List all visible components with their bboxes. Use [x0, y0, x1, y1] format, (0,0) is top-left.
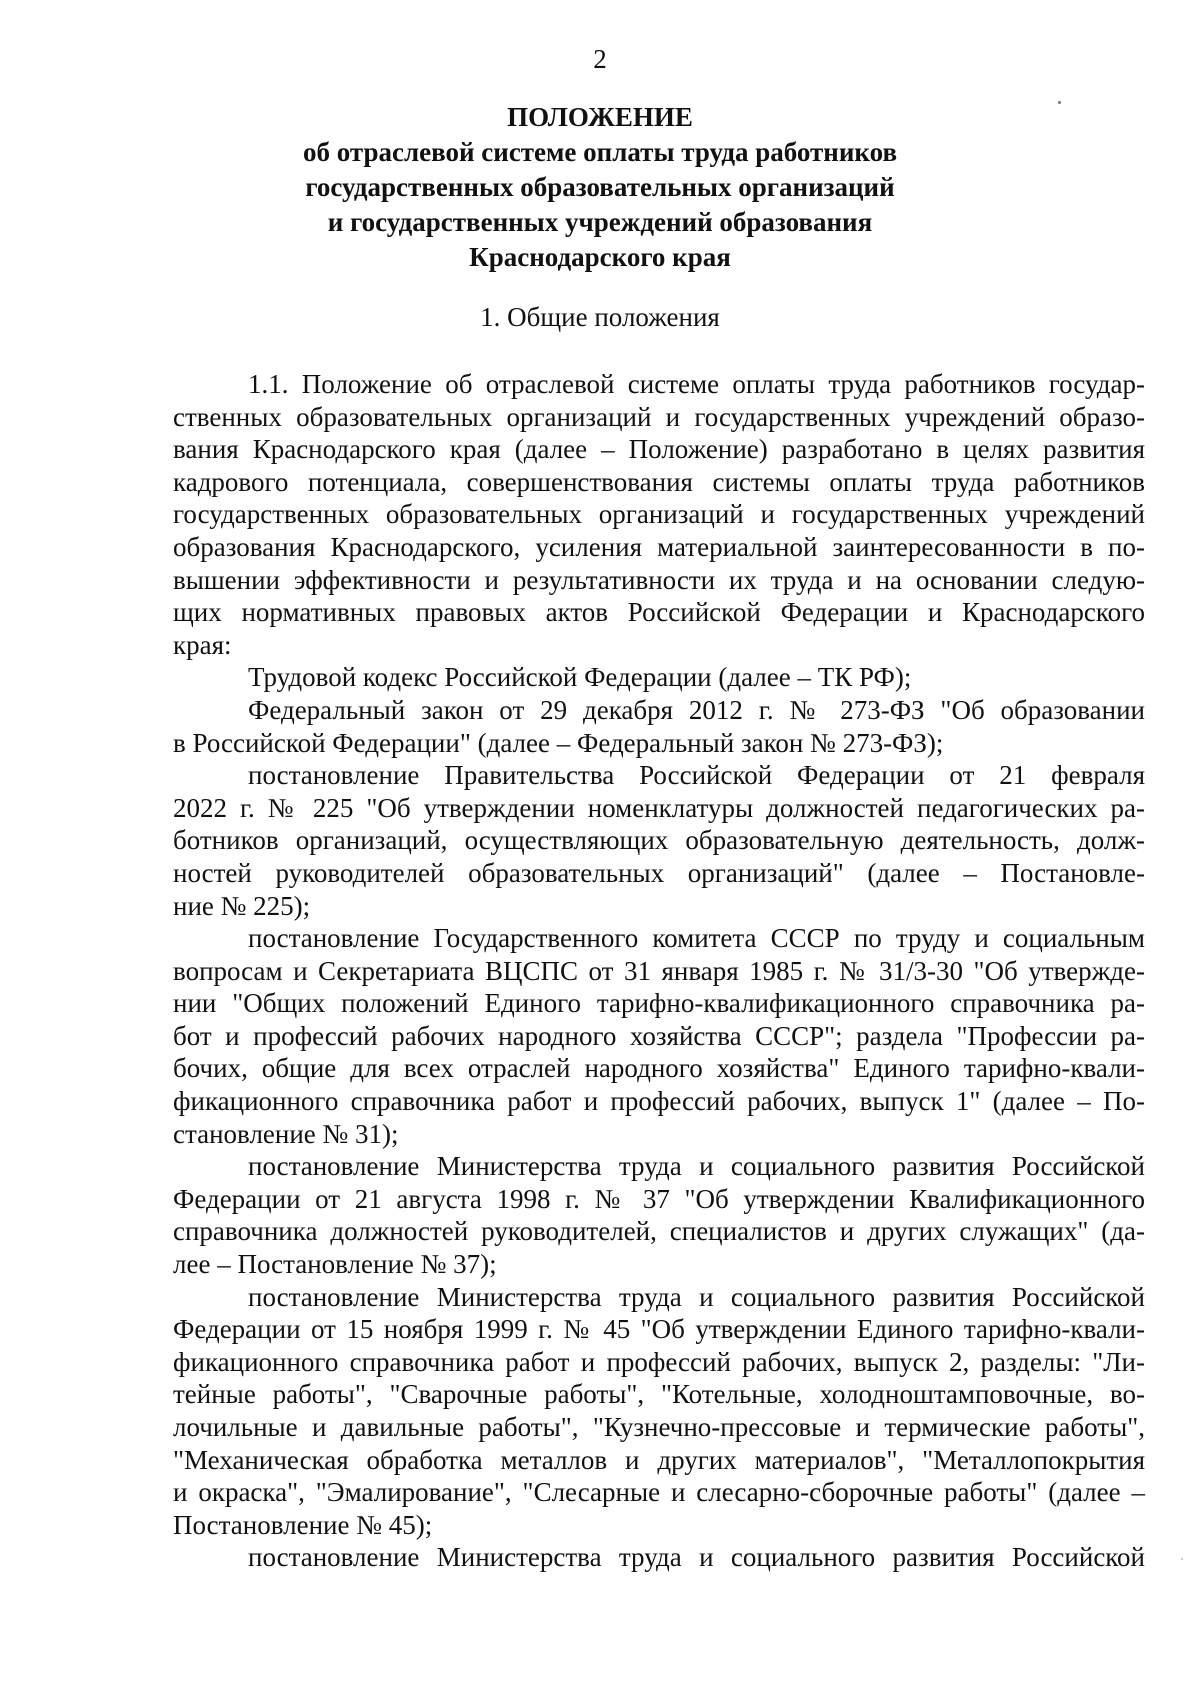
text-line: лочильные и давильные работы", "Кузнечно-прессовые и термические работы",: [173, 1412, 1145, 1442]
title-line: ПОЛОЖЕНИЕ: [507, 102, 693, 132]
text-line: Постановление № 45);: [173, 1509, 433, 1540]
text-line: Трудовой кодекс Российской Федерации (далее – ТК РФ);: [248, 662, 912, 693]
text-line: фикационного справочника работ и профессий рабочих, выпуск 1" (далее – По-: [173, 1086, 1145, 1117]
text-line: в Российской Федерации" (далее – Федеральный закон № 273-ФЗ);: [173, 727, 944, 758]
scan-speck: [1058, 101, 1061, 104]
text-line: кадрового потенциала, совершенствования системы оплаты труда работников: [173, 466, 1145, 497]
text-line: бочих, общие для всех отраслей народного хозяйства" Единого тарифно-квали-: [173, 1053, 1145, 1084]
text-line: справочника должностей руководителей, специалистов и других служащих" (да-: [173, 1216, 1145, 1247]
text-line: нии "Общих положений Единого тарифно-квалификационного справочника ра-: [173, 988, 1145, 1019]
title-line: Краснодарского края: [469, 242, 731, 272]
section-heading: 1. Общие положения: [480, 302, 720, 332]
text-line: ботников организаций, осуществляющих образовательную деятельность, долж-: [173, 825, 1145, 856]
page-number: 2: [593, 44, 607, 74]
text-line: ние № 225);: [173, 890, 311, 921]
text-line: вания Краснодарского края (далее – Положение) разработано в целях развития: [173, 434, 1145, 465]
text-line: вопросам и Секретариата ВЦСПС от 31 января 1985 г. № 31/3-30 "Об утвержде-: [173, 955, 1145, 986]
text-line: бот и профессий рабочих народного хозяйства СССР"; раздела "Профессии ра-: [173, 1020, 1145, 1051]
text-line: фикационного справочника работ и профессий рабочих, выпуск 2, разделы: "Ли-: [173, 1346, 1145, 1377]
text-line: становление № 31);: [173, 1118, 399, 1149]
text-line: постановление Правительства Российской Федерации от 21 февраля: [248, 760, 1145, 791]
text-line: государственных образовательных организаций и государственных учреждений: [173, 499, 1145, 530]
document-title: [160, 100, 1040, 275]
text-line: 1.1. Положение об отраслевой системе оплаты труда работников государ-: [248, 369, 1145, 399]
text-line: Федерации от 21 августа 1998 г. № 37 "Об утверждении Квалификационного: [173, 1183, 1145, 1214]
text-line: и окраска", "Эмалирование", "Слесарные и слесарно-сборочные работы" (далее –: [173, 1477, 1145, 1508]
text-line: вышении эффективности и результативности их труда и на основании следую-: [173, 564, 1145, 595]
text-line: края:: [173, 629, 232, 660]
title-line: об отраслевой системе оплаты труда работников: [302, 137, 898, 167]
scan-speck: [1181, 1558, 1183, 1560]
text-line: постановление Государственного комитета СССР по труду и социальным: [248, 923, 1145, 954]
title-line: государственных образовательных организаций: [305, 172, 895, 202]
text-line: лее – Постановление № 37);: [173, 1249, 497, 1280]
text-line: постановление Министерства труда и социального развития Российской: [248, 1281, 1145, 1312]
body-text: [173, 368, 1145, 1574]
text-line: тейные работы", "Сварочные работы", "Котельные, холодноштамповочные, во-: [173, 1379, 1145, 1410]
title-line: и государственных учреждений образования: [327, 207, 873, 237]
text-line: 2022 г. № 225 "Об утверждении номенклатуры должностей педагогических ра-: [173, 792, 1145, 823]
text-line: ностей руководителей образовательных организаций" (далее – Постановле-: [173, 857, 1145, 888]
text-line: Федерации от 15 ноября 1999 г. № 45 "Об утверждении Единого тарифно-квали-: [173, 1314, 1145, 1345]
text-line: постановление Министерства труда и социального развития Российской: [248, 1542, 1145, 1573]
text-line: щих нормативных правовых актов Российской Федерации и Краснодарского: [173, 597, 1145, 628]
text-line: ственных образовательных организаций и государственных учреждений образо-: [173, 401, 1145, 432]
text-line: Федеральный закон от 29 декабря 2012 г. № 273-ФЗ "Об образовании: [248, 694, 1145, 725]
text-line: "Механическая обработка металлов и других материалов", "Металлопокрытия: [173, 1444, 1145, 1475]
text-line: постановление Министерства труда и социального развития Российской: [248, 1151, 1145, 1182]
text-line: образования Краснодарского, усиления материальной заинтересованности в по-: [173, 531, 1145, 562]
